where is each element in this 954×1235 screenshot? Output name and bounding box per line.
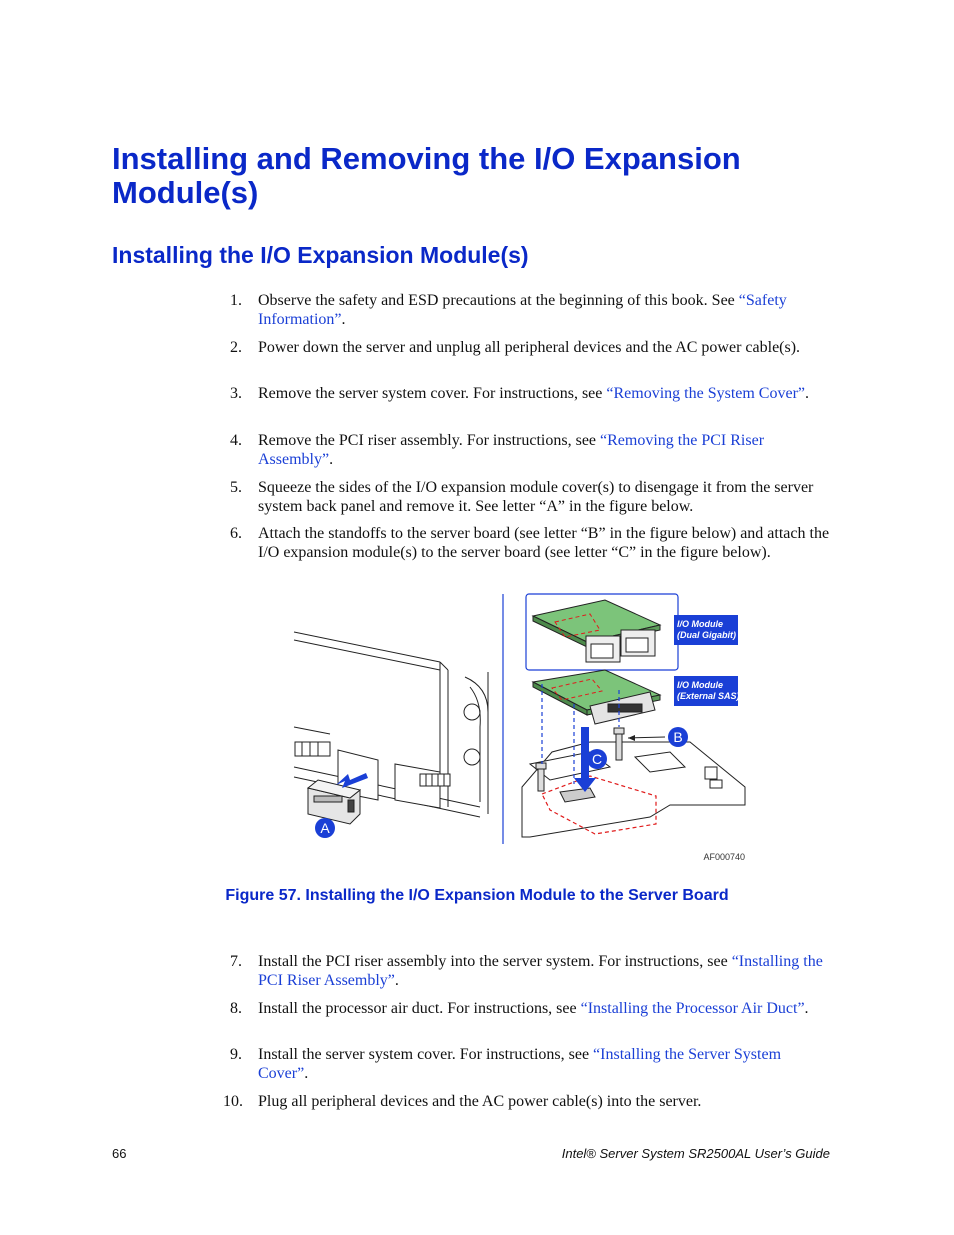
step-number: 6. [230,525,242,542]
list-item [230,291,830,329]
installing-system-cover-link[interactable]: “Installing the Server System Cover” [258,1046,782,1082]
list-item [230,1045,830,1083]
figure-caption: Figure 57. Installing the I/O Expansion Module to the Server Board [225,887,729,904]
step-text: Plug all peripheral devices and the AC power cable(s) into the server. [258,1093,702,1110]
list-item [223,1092,830,1111]
step-number: 4. [230,432,242,449]
step-number: 1. [230,292,242,309]
installing-air-duct-link[interactable]: “Installing the Processor Air Duct” [580,1000,805,1017]
removing-pci-riser-link[interactable]: “Removing the PCI Riser Assembly” [258,432,765,468]
installing-pci-riser-link[interactable]: “Installing the PCI Riser Assembly” [258,953,823,989]
list-item [230,431,830,469]
list-item [230,952,830,990]
step-text-end: . [394,972,399,989]
section-title: Installing the I/O Expansion Module(s) [112,242,529,268]
figure-id: AF000740 [703,852,745,862]
step-text: Install the server system cover. For instructions, see [258,1046,594,1063]
step-text-end: . [329,451,334,468]
label-external-sas-line2: (External SAS) [677,691,740,701]
step-text-end: . [804,1000,809,1017]
step-number: 10. [223,1093,243,1110]
chapter-title: Installing and Removing the I/O Expansion Module(s) [112,141,741,210]
page-number: 66 [112,1146,127,1161]
step-number: 5. [230,479,242,496]
safety-information-link[interactable]: “Safety Information” [258,292,787,328]
list-item [230,478,830,516]
step-text: Power down the server and unplug all peripheral devices and the AC power cable(s). [258,339,801,356]
step-text: Install the processor air duct. For instructions, see [258,1000,581,1017]
callout-a-label: A [320,820,330,836]
label-dual-gigabit-line2: (Dual Gigabit) [677,630,736,640]
step-number: 3. [230,385,242,402]
book-title: Intel® Server System SR2500AL User’s Guide [561,1146,830,1161]
list-item [230,524,830,562]
step-text: Attach the standoffs to the server board (see letter “B” in the figure below) and attach the I/O expansion module(s) to the server board (see letter “C” in the figure below). [258,525,830,561]
step-text-end: . [341,311,346,328]
list-item [230,384,830,403]
step-number: 7. [230,953,242,970]
installation-illustration [290,592,760,867]
step-number: 2. [230,339,242,356]
step-number: 8. [230,1000,242,1017]
step-number: 9. [230,1046,242,1063]
step-text: Observe the safety and ESD precautions at the beginning of this book. See [258,292,739,309]
callout-c-label: C [591,751,603,767]
step-text: Remove the PCI riser assembly. For instructions, see [258,432,601,449]
step-text: Squeeze the sides of the I/O expansion module cover(s) to disengage it from the server system back panel and remove it. See letter “A” in the figure below. [258,479,814,515]
step-text: Install the PCI riser assembly into the server system. For instructions, see [258,953,732,970]
step-text: Remove the server system cover. For instructions, see [258,385,607,402]
installation-figure [290,592,760,867]
step-text-end: . [304,1065,309,1082]
removing-system-cover-link[interactable]: “Removing the System Cover” [606,385,806,402]
external-sas-board [533,670,660,724]
label-external-sas-line1: I/O Module [677,680,723,690]
step-text-end: . [805,385,810,402]
list-item [230,999,830,1018]
list-item [230,338,830,357]
callout-b-label: B [673,729,683,745]
label-dual-gigabit-line1: I/O Module [677,619,723,629]
